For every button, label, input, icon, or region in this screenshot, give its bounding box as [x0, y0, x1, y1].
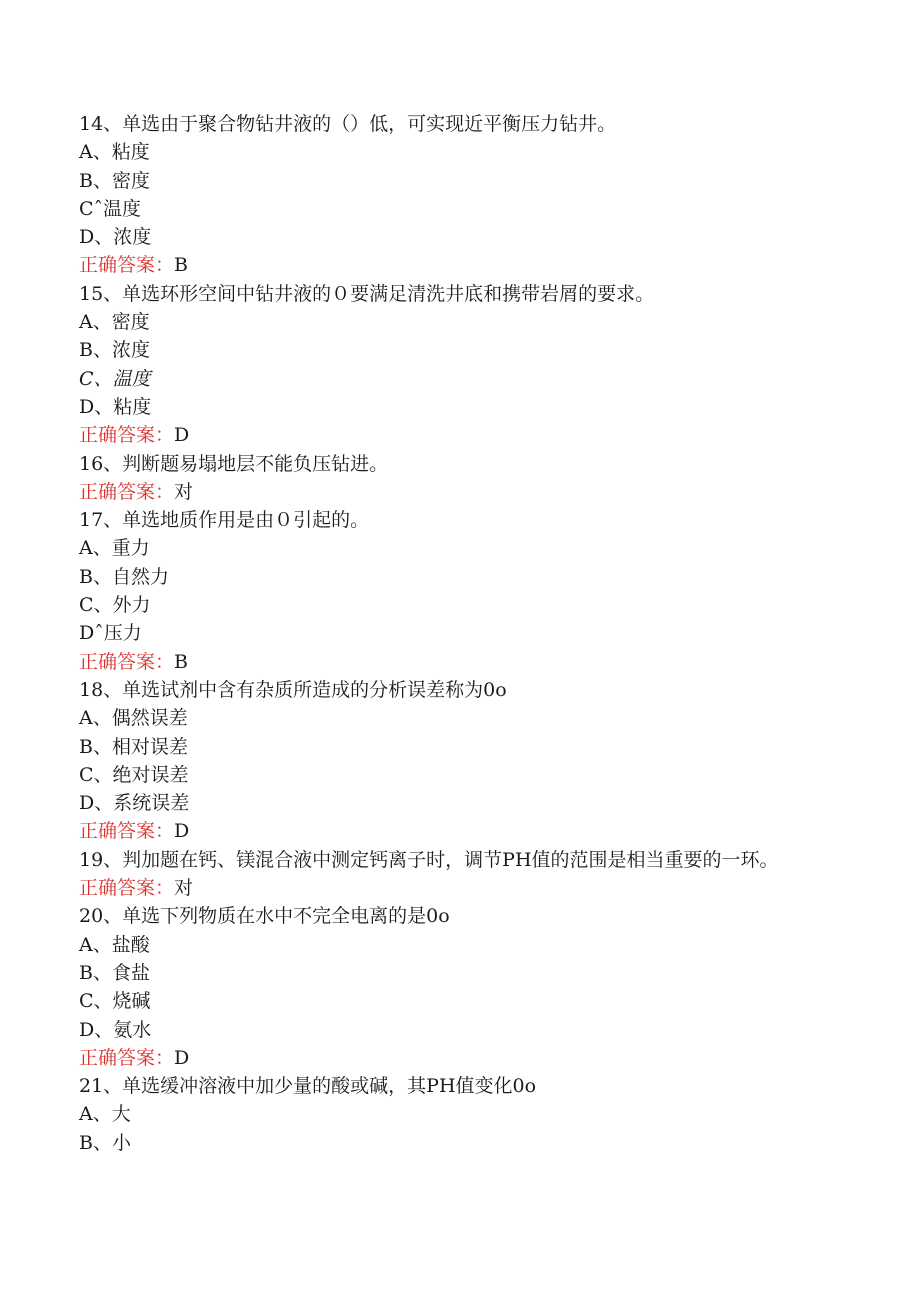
- option-b: B、自然力: [79, 565, 169, 588]
- answer-label: 正确答案：: [79, 424, 175, 447]
- option-a: A、粘度: [79, 141, 150, 164]
- option-d: D、粘度: [79, 395, 152, 418]
- question-stem: 14、单选由于聚合物钻井液的（）低，可实现近平衡压力钻井。: [79, 113, 617, 135]
- answer-label: 正确答案：: [79, 820, 175, 843]
- option-a: A、偶然误差: [79, 707, 188, 730]
- option-d: D、氨水: [79, 1018, 152, 1041]
- answer-label: 正确答案：: [79, 254, 175, 277]
- option-b: B、密度: [79, 169, 150, 192]
- question-stem: 19、判加题在钙、镁混合液中测定钙离子时，调节PH值的范围是相当重要的一环。: [79, 848, 779, 871]
- answer-value: 对: [174, 480, 194, 503]
- answer-value: D: [174, 424, 190, 447]
- option-d: Dˆ压力: [79, 622, 142, 645]
- answer-row: [79, 421, 849, 449]
- option-d: D、浓度: [79, 226, 152, 249]
- answer-value: B: [174, 254, 188, 277]
- question-stem: 16、判断题易塌地层不能负压钻进。: [79, 452, 389, 475]
- answer-row: [79, 648, 849, 676]
- answer-row: [79, 1044, 849, 1072]
- answer-label: 正确答案：: [79, 877, 175, 900]
- answer-value: D: [174, 1046, 190, 1069]
- answer-row: [79, 874, 849, 902]
- answer-label: 正确答案：: [79, 650, 175, 673]
- answer-row: [79, 478, 849, 506]
- option-b: B、相对误差: [79, 735, 188, 758]
- option-c: C、绝对误差: [79, 763, 189, 786]
- answer-value: D: [174, 820, 190, 843]
- question-stem: 20、单选下列物质在水中不完全电离的是0o: [79, 905, 450, 928]
- answer-row: [79, 251, 849, 279]
- question-stem: 21、单选缓冲溶液中加少量的酸或碱，其PH值变化0o: [79, 1075, 537, 1098]
- question-stem: 18、单选试剂中含有杂质所造成的分析误差称为0o: [79, 678, 507, 701]
- option-a: A、密度: [79, 311, 150, 334]
- answer-label: 正确答案：: [79, 1046, 175, 1069]
- question-stem: 15、单选环形空间中钻井液的０要满足清洗井底和携带岩屑的要求。: [79, 282, 655, 305]
- option-d: D、系统误差: [79, 792, 190, 815]
- option-c: C、外力: [79, 594, 151, 617]
- option-c: C、烧碱: [79, 990, 151, 1013]
- answer-label: 正确答案：: [79, 480, 175, 503]
- answer-value: 对: [174, 877, 194, 900]
- option-a: A、重力: [79, 537, 150, 560]
- question-stem: 17、单选地质作用是由０引起的。: [79, 509, 370, 532]
- answer-value: B: [174, 650, 188, 673]
- option-c: C、温度: [79, 367, 151, 390]
- option-c: Cˆ温度: [79, 197, 142, 220]
- answer-row: [79, 817, 849, 845]
- option-b: B、食盐: [79, 961, 150, 984]
- question-document: [79, 110, 849, 1157]
- option-a: A、大: [79, 1103, 131, 1126]
- option-a: A、盐酸: [79, 933, 150, 956]
- option-b: B、小: [79, 1131, 131, 1154]
- option-b: B、浓度: [79, 339, 150, 362]
